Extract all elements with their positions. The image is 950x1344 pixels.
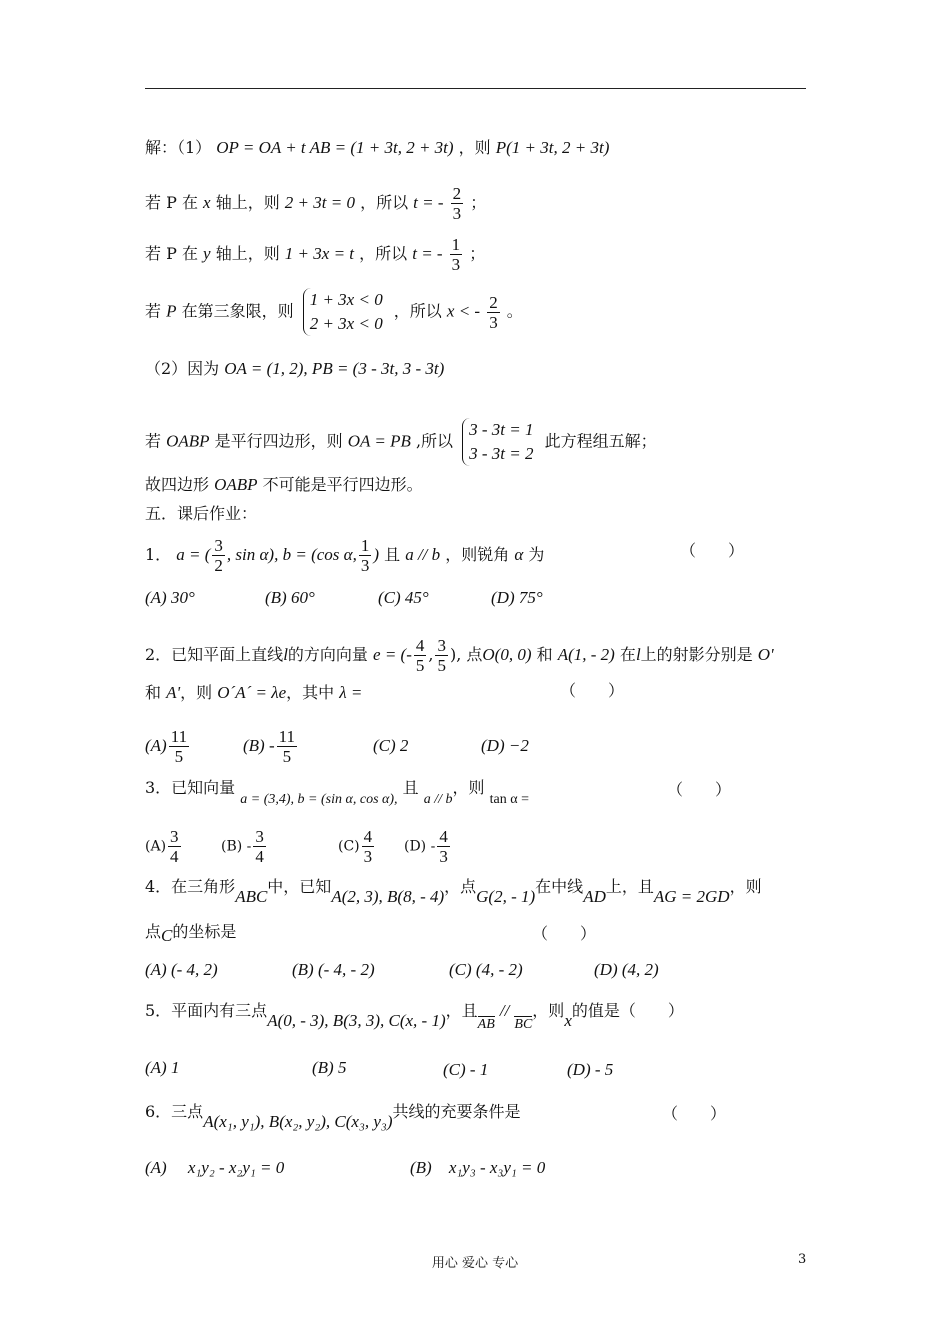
- text: 轴上，则: [215, 193, 280, 212]
- option-c[interactable]: (C) 2: [373, 736, 409, 755]
- denominator: 2: [214, 556, 223, 575]
- denominator: 5: [174, 747, 184, 766]
- point-a-prime: A': [166, 683, 181, 702]
- option-label: (A): [145, 838, 167, 855]
- option-b[interactable]: [243, 727, 299, 766]
- option-d[interactable]: (D) (4, 2): [594, 960, 659, 979]
- numerator: 4: [439, 827, 448, 846]
- section-title: 五．课后作业：: [145, 504, 258, 523]
- denominator: 3: [452, 204, 462, 223]
- fraction: [451, 184, 464, 223]
- points-abc: A(0, - 3), B(3, 3), C(x, - 1): [267, 1011, 446, 1030]
- denominator: 3: [489, 312, 498, 332]
- solution-line-1: [145, 137, 609, 159]
- question-6: [145, 1101, 521, 1131]
- points-abc: A(x₁, y₁), B(x₂, y₂), C(x₃, y₃): [203, 1112, 393, 1131]
- equation: x₁y₂ - x₂y₁ = 0: [187, 1158, 285, 1177]
- text: ，所以: [359, 244, 408, 263]
- text: ，则: [532, 1001, 565, 1020]
- question-4-line-2: [145, 921, 236, 943]
- fraction: [253, 827, 266, 866]
- option-label: (A): [145, 1158, 167, 1177]
- page-number: 3: [798, 1252, 807, 1267]
- numerator: 11: [278, 727, 295, 746]
- option-label: (A): [145, 736, 167, 755]
- text: 共线的充要条件是: [392, 1102, 521, 1121]
- option-c[interactable]: [338, 827, 376, 866]
- text: ,所以: [415, 431, 454, 451]
- text: 5．平面内有三点: [145, 1001, 268, 1020]
- text: 不可能是平行四边形。: [262, 475, 423, 494]
- x-value: x < -: [446, 301, 481, 321]
- text: 3．已知向量: [145, 778, 236, 797]
- question-2: 2．已知平面上直线l的方向向量 e = (- $\frac{4}{5}$ , $\frac{3}{5}$ ), 点O(0, 0) 和 A(1, - 2) 在l上的射影分别是 O': [145, 636, 774, 675]
- question-2-line-2: [145, 682, 362, 704]
- var-y: y: [203, 244, 211, 263]
- solution-line-2: [145, 184, 486, 223]
- text: ，则: [729, 877, 762, 896]
- text: 6．三点: [145, 1102, 204, 1121]
- text: 上的射影分别是: [640, 645, 753, 664]
- fraction: [168, 827, 181, 866]
- point-p-expression: P(1 + 3t, 2 + 3t): [495, 138, 610, 157]
- equation: OA = PB: [347, 431, 411, 451]
- option-label: (C): [338, 838, 360, 855]
- equation: x₁y₃ - x₃y₁ = 0: [448, 1158, 546, 1177]
- vector-op-equation: OP = OA + t AB = (1 + 3t, 2 + 3t): [216, 138, 454, 157]
- point-o: O(0, 0): [482, 645, 532, 664]
- option-b[interactable]: (B) 60°: [265, 588, 315, 607]
- question-5: [145, 1000, 684, 1032]
- option-a[interactable]: (A) 30°: [145, 588, 195, 607]
- solution-part2-label: （2）因为: [145, 359, 220, 378]
- fraction: [359, 536, 372, 575]
- var-l: l: [635, 645, 641, 664]
- point-c: C: [161, 926, 173, 945]
- equation: OA = (1, 2), PB = (3 - 3t, 3 - 3t): [224, 359, 445, 378]
- option-d[interactable]: (D) 75°: [491, 588, 543, 607]
- vector-b: , sin α), b = (cos α,: [226, 545, 357, 564]
- vectors: a = (3,4), b = (sin α, cos α),: [240, 792, 398, 807]
- option-b[interactable]: (B) (- 4, - 2): [292, 960, 375, 979]
- inequality-1: 1 + 3x < 0: [309, 290, 383, 309]
- denominator: 3: [363, 847, 373, 866]
- text: 上，且: [605, 877, 654, 896]
- fraction: [450, 235, 463, 274]
- numerator: 1: [360, 536, 370, 555]
- text: 若 P 在: [145, 244, 198, 263]
- var-p: P: [166, 301, 177, 321]
- numerator: 3: [255, 827, 264, 846]
- text: 此方程组五解；: [544, 431, 657, 451]
- text: ，所以: [393, 301, 442, 321]
- text: ，则锐角: [445, 545, 510, 564]
- solution-line-4: [145, 288, 523, 336]
- t-value: t = -: [413, 193, 444, 212]
- numerator: 2: [489, 292, 498, 312]
- question-number: 1．: [145, 545, 172, 564]
- text: 的值是（ ）: [571, 1001, 684, 1020]
- var-x: x: [203, 193, 211, 212]
- numerator: 2: [452, 184, 462, 203]
- numerator: 3: [214, 536, 223, 555]
- text: 若 P 在: [145, 193, 198, 212]
- answer-blank[interactable]: （ ）: [532, 924, 597, 943]
- text: ；: [470, 193, 487, 212]
- equation: O´A´ = λe: [217, 683, 287, 702]
- text: 轴上，则: [215, 244, 280, 263]
- text: 点: [145, 922, 162, 941]
- parallel-condition: a // b: [423, 792, 453, 807]
- var-alpha: α: [514, 545, 524, 564]
- numerator: 11: [170, 727, 188, 746]
- points-ab: A(2, 3), B(8, - 4): [331, 887, 445, 906]
- question-3: [145, 777, 529, 807]
- answer-blank[interactable]: （ ）: [680, 541, 745, 560]
- text: 在: [619, 645, 636, 664]
- text: 中，已知: [267, 877, 332, 896]
- point-a: A(1, - 2): [557, 645, 615, 664]
- header-rule: [145, 88, 806, 89]
- equation: AG = 2GD: [653, 887, 730, 906]
- option-a[interactable]: (A) 1: [145, 1058, 180, 1077]
- text: 4．在三角形: [145, 877, 236, 896]
- option-label: (B) -: [221, 838, 252, 855]
- text: 的坐标是: [172, 922, 237, 941]
- solution-part1-label: 解：（1）: [145, 138, 212, 157]
- equation-system: [462, 418, 533, 466]
- numerator: 4: [363, 827, 373, 846]
- text: ，且: [445, 1001, 478, 1020]
- point-o-prime: O': [757, 645, 774, 664]
- question-1: [145, 536, 544, 575]
- quadrilateral: OABP: [166, 431, 210, 451]
- text: ，则: [180, 683, 213, 702]
- paren-close: ): [373, 545, 379, 564]
- numerator: 4: [415, 636, 425, 655]
- quadrilateral: OABP: [214, 475, 258, 494]
- text: ，则: [452, 778, 485, 797]
- var-l: l: [283, 645, 288, 664]
- median-ad: AD: [583, 887, 606, 906]
- text: 和: [145, 683, 162, 702]
- page-footer: 用心 爱心 专心: [431, 1256, 519, 1271]
- fraction: [277, 727, 297, 766]
- tan-alpha: tan α =: [489, 792, 529, 807]
- option-a[interactable]: [145, 727, 191, 766]
- denominator: 4: [170, 847, 179, 866]
- text: 为: [528, 545, 545, 564]
- text: 2．已知平面上直线: [145, 645, 284, 664]
- option-label: (B) -: [243, 736, 275, 755]
- parallel-symbol: //: [499, 1001, 510, 1020]
- question-4: [145, 876, 762, 906]
- numerator: 3: [170, 827, 179, 846]
- text: 。: [506, 301, 523, 321]
- text: 是平行四边形，则: [214, 431, 343, 451]
- text: ), 点: [449, 645, 483, 664]
- answer-blank[interactable]: （ ）: [667, 780, 732, 799]
- text: 且: [384, 545, 401, 564]
- option-b[interactable]: [221, 827, 268, 866]
- inequality-2: 2 + 3x < 0: [309, 314, 383, 333]
- denominator: 3: [439, 847, 448, 866]
- equation-1: 3 - 3t = 1: [469, 420, 534, 439]
- triangle-abc: ABC: [235, 887, 268, 906]
- parallel-condition: a // b: [405, 545, 441, 564]
- equation: 2 + 3t = 0: [284, 193, 355, 212]
- var-lambda: λ =: [339, 683, 363, 702]
- option-d[interactable]: (D) −2: [481, 736, 529, 755]
- text: 在中线: [535, 877, 584, 896]
- option-c[interactable]: (C) (4, - 2): [449, 960, 523, 979]
- inequality-system: [303, 288, 383, 336]
- then-text: ，则: [458, 138, 491, 157]
- answer-blank[interactable]: （ ）: [560, 681, 625, 700]
- denominator: 5: [437, 656, 446, 675]
- equation-2: 3 - 3t = 2: [469, 444, 534, 463]
- option-a[interactable]: [145, 1158, 284, 1178]
- vector-bc: BC: [514, 1017, 533, 1032]
- fraction: [212, 536, 225, 575]
- denominator: 5: [415, 656, 425, 675]
- numerator: 1: [451, 235, 461, 254]
- denominator: 5: [282, 747, 292, 766]
- text: 故四边形: [145, 475, 210, 494]
- fraction: [362, 827, 375, 866]
- t-value: t = -: [412, 244, 443, 263]
- text: ，所以: [360, 193, 409, 212]
- answer-blank[interactable]: （ ）: [662, 1104, 727, 1123]
- option-d[interactable]: [404, 827, 452, 866]
- solution-line-5: [145, 358, 444, 380]
- equation: 1 + 3x = t: [284, 244, 355, 263]
- option-a[interactable]: (A) (- 4, 2): [145, 960, 218, 979]
- denominator: 3: [360, 556, 370, 575]
- var-x: x: [564, 1011, 572, 1030]
- solution-line-3: [145, 235, 485, 274]
- fraction: [487, 293, 500, 332]
- point-g: G(2, - 1): [476, 887, 536, 906]
- option-c[interactable]: (C) - 1: [443, 1060, 489, 1079]
- text: 且: [402, 778, 419, 797]
- option-b[interactable]: (B) 5: [312, 1058, 347, 1077]
- denominator: 4: [255, 847, 264, 866]
- option-label: (D) -: [404, 838, 436, 855]
- vector-a: a = (: [176, 545, 211, 564]
- text: ，其中: [286, 683, 335, 702]
- denominator: 3: [451, 255, 461, 274]
- fraction: [435, 636, 448, 675]
- solution-line-7: [145, 474, 423, 496]
- option-c[interactable]: (C) 45°: [378, 588, 429, 607]
- text: 在第三象限，则: [181, 301, 294, 321]
- text: 若: [145, 301, 162, 321]
- option-a[interactable]: [145, 827, 183, 866]
- text: ，点: [444, 877, 477, 896]
- text: 若: [145, 431, 162, 451]
- option-d[interactable]: (D) - 5: [567, 1060, 614, 1079]
- text: ；: [469, 244, 486, 263]
- text: 的方向向量: [287, 645, 368, 664]
- numerator: 3: [437, 636, 446, 655]
- option-label: (B): [410, 1158, 432, 1177]
- text: 和: [536, 645, 553, 664]
- fraction: [437, 827, 450, 866]
- fraction: [414, 636, 427, 675]
- vector-ab: AB: [477, 1017, 495, 1032]
- fraction: [169, 727, 189, 766]
- solution-line-6: [145, 418, 657, 466]
- vector-e: e = (-: [373, 645, 412, 664]
- option-b[interactable]: [410, 1158, 545, 1178]
